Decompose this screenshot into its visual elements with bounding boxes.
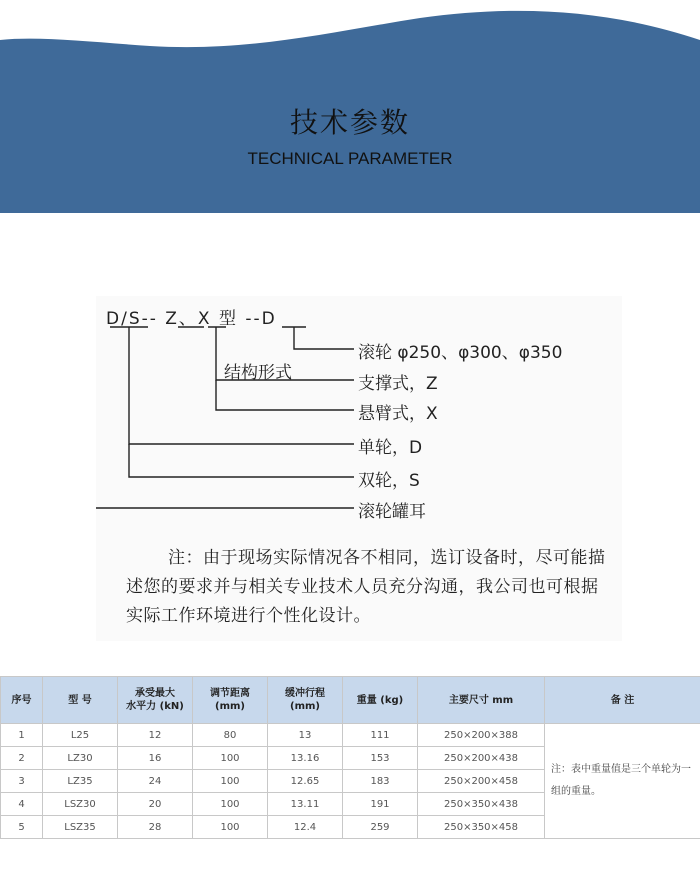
cell-adjust: 100: [193, 816, 268, 839]
cell-model: LZ35: [43, 770, 118, 793]
cell-size: 250×200×388: [418, 724, 545, 747]
cell-no: 3: [1, 770, 43, 793]
label-single: 单轮，D: [358, 438, 423, 458]
cell-adjust: 100: [193, 770, 268, 793]
cell-no: 5: [1, 816, 43, 839]
cell-buffer: 13.11: [268, 793, 343, 816]
cell-size: 250×200×458: [418, 770, 545, 793]
header-weight: 重量 (kg): [343, 677, 418, 724]
header-size: 主要尺寸 mm: [418, 677, 545, 724]
header-banner: [0, 0, 700, 213]
label-double: 双轮，S: [358, 471, 420, 491]
header-remark: 备 注: [545, 677, 700, 724]
header-adjust: 调节距离 (mm): [193, 677, 268, 724]
cell-buffer: 12.4: [268, 816, 343, 839]
header-buffer: 缓冲行程 (mm): [268, 677, 343, 724]
parameter-table: [0, 676, 700, 839]
cell-model: LSZ35: [43, 816, 118, 839]
cell-model: LSZ30: [43, 793, 118, 816]
cell-force: 20: [118, 793, 193, 816]
cell-force: 12: [118, 724, 193, 747]
cell-buffer: 13: [268, 724, 343, 747]
cell-force: 16: [118, 747, 193, 770]
cell-weight: 153: [343, 747, 418, 770]
cell-remark: 注：表中重量值是三个单轮为一组的重量。: [545, 724, 700, 839]
label-structure: 结构形式: [224, 363, 292, 383]
cell-adjust: 100: [193, 747, 268, 770]
cell-adjust: 80: [193, 724, 268, 747]
cell-size: 250×350×458: [418, 816, 545, 839]
cell-no: 1: [1, 724, 43, 747]
cell-weight: 259: [343, 816, 418, 839]
cell-buffer: 12.65: [268, 770, 343, 793]
cell-force: 24: [118, 770, 193, 793]
table-header-row: [1, 677, 700, 724]
cell-no: 4: [1, 793, 43, 816]
diagram-note: 注：由于现场实际情况各不相同，选订设备时，尽可能描述您的要求并与相关专业技术人员充分沟通，我公司也可根据实际工作环境进行个性化设计。: [126, 548, 606, 626]
label-cantilever: 悬臂式，X: [358, 404, 438, 424]
label-lug: 滚轮罐耳: [358, 502, 426, 522]
cell-weight: 183: [343, 770, 418, 793]
cell-adjust: 100: [193, 793, 268, 816]
cell-size: 250×200×438: [418, 747, 545, 770]
table-row: [1, 724, 700, 747]
model-code: D/S-- Z、X 型 --D: [106, 309, 277, 329]
cell-model: L25: [43, 724, 118, 747]
cell-size: 250×350×438: [418, 793, 545, 816]
header-model: 型 号: [43, 677, 118, 724]
page-title: 技术参数: [289, 106, 410, 139]
model-code-diagram: [96, 296, 622, 641]
cell-buffer: 13.16: [268, 747, 343, 770]
header-no: 序号: [1, 677, 43, 724]
cell-weight: 111: [343, 724, 418, 747]
cell-model: LZ30: [43, 747, 118, 770]
label-roller: 滚轮 φ250、φ300、φ350: [358, 343, 563, 363]
cell-no: 2: [1, 747, 43, 770]
cell-force: 28: [118, 816, 193, 839]
parameter-table-wrap: [0, 676, 700, 839]
cell-weight: 191: [343, 793, 418, 816]
label-support: 支撑式，Z: [358, 374, 438, 394]
page-subtitle: TECHNICAL PARAMETER: [247, 149, 453, 168]
header-force: 承受最大 水平力 (kN): [118, 677, 193, 724]
